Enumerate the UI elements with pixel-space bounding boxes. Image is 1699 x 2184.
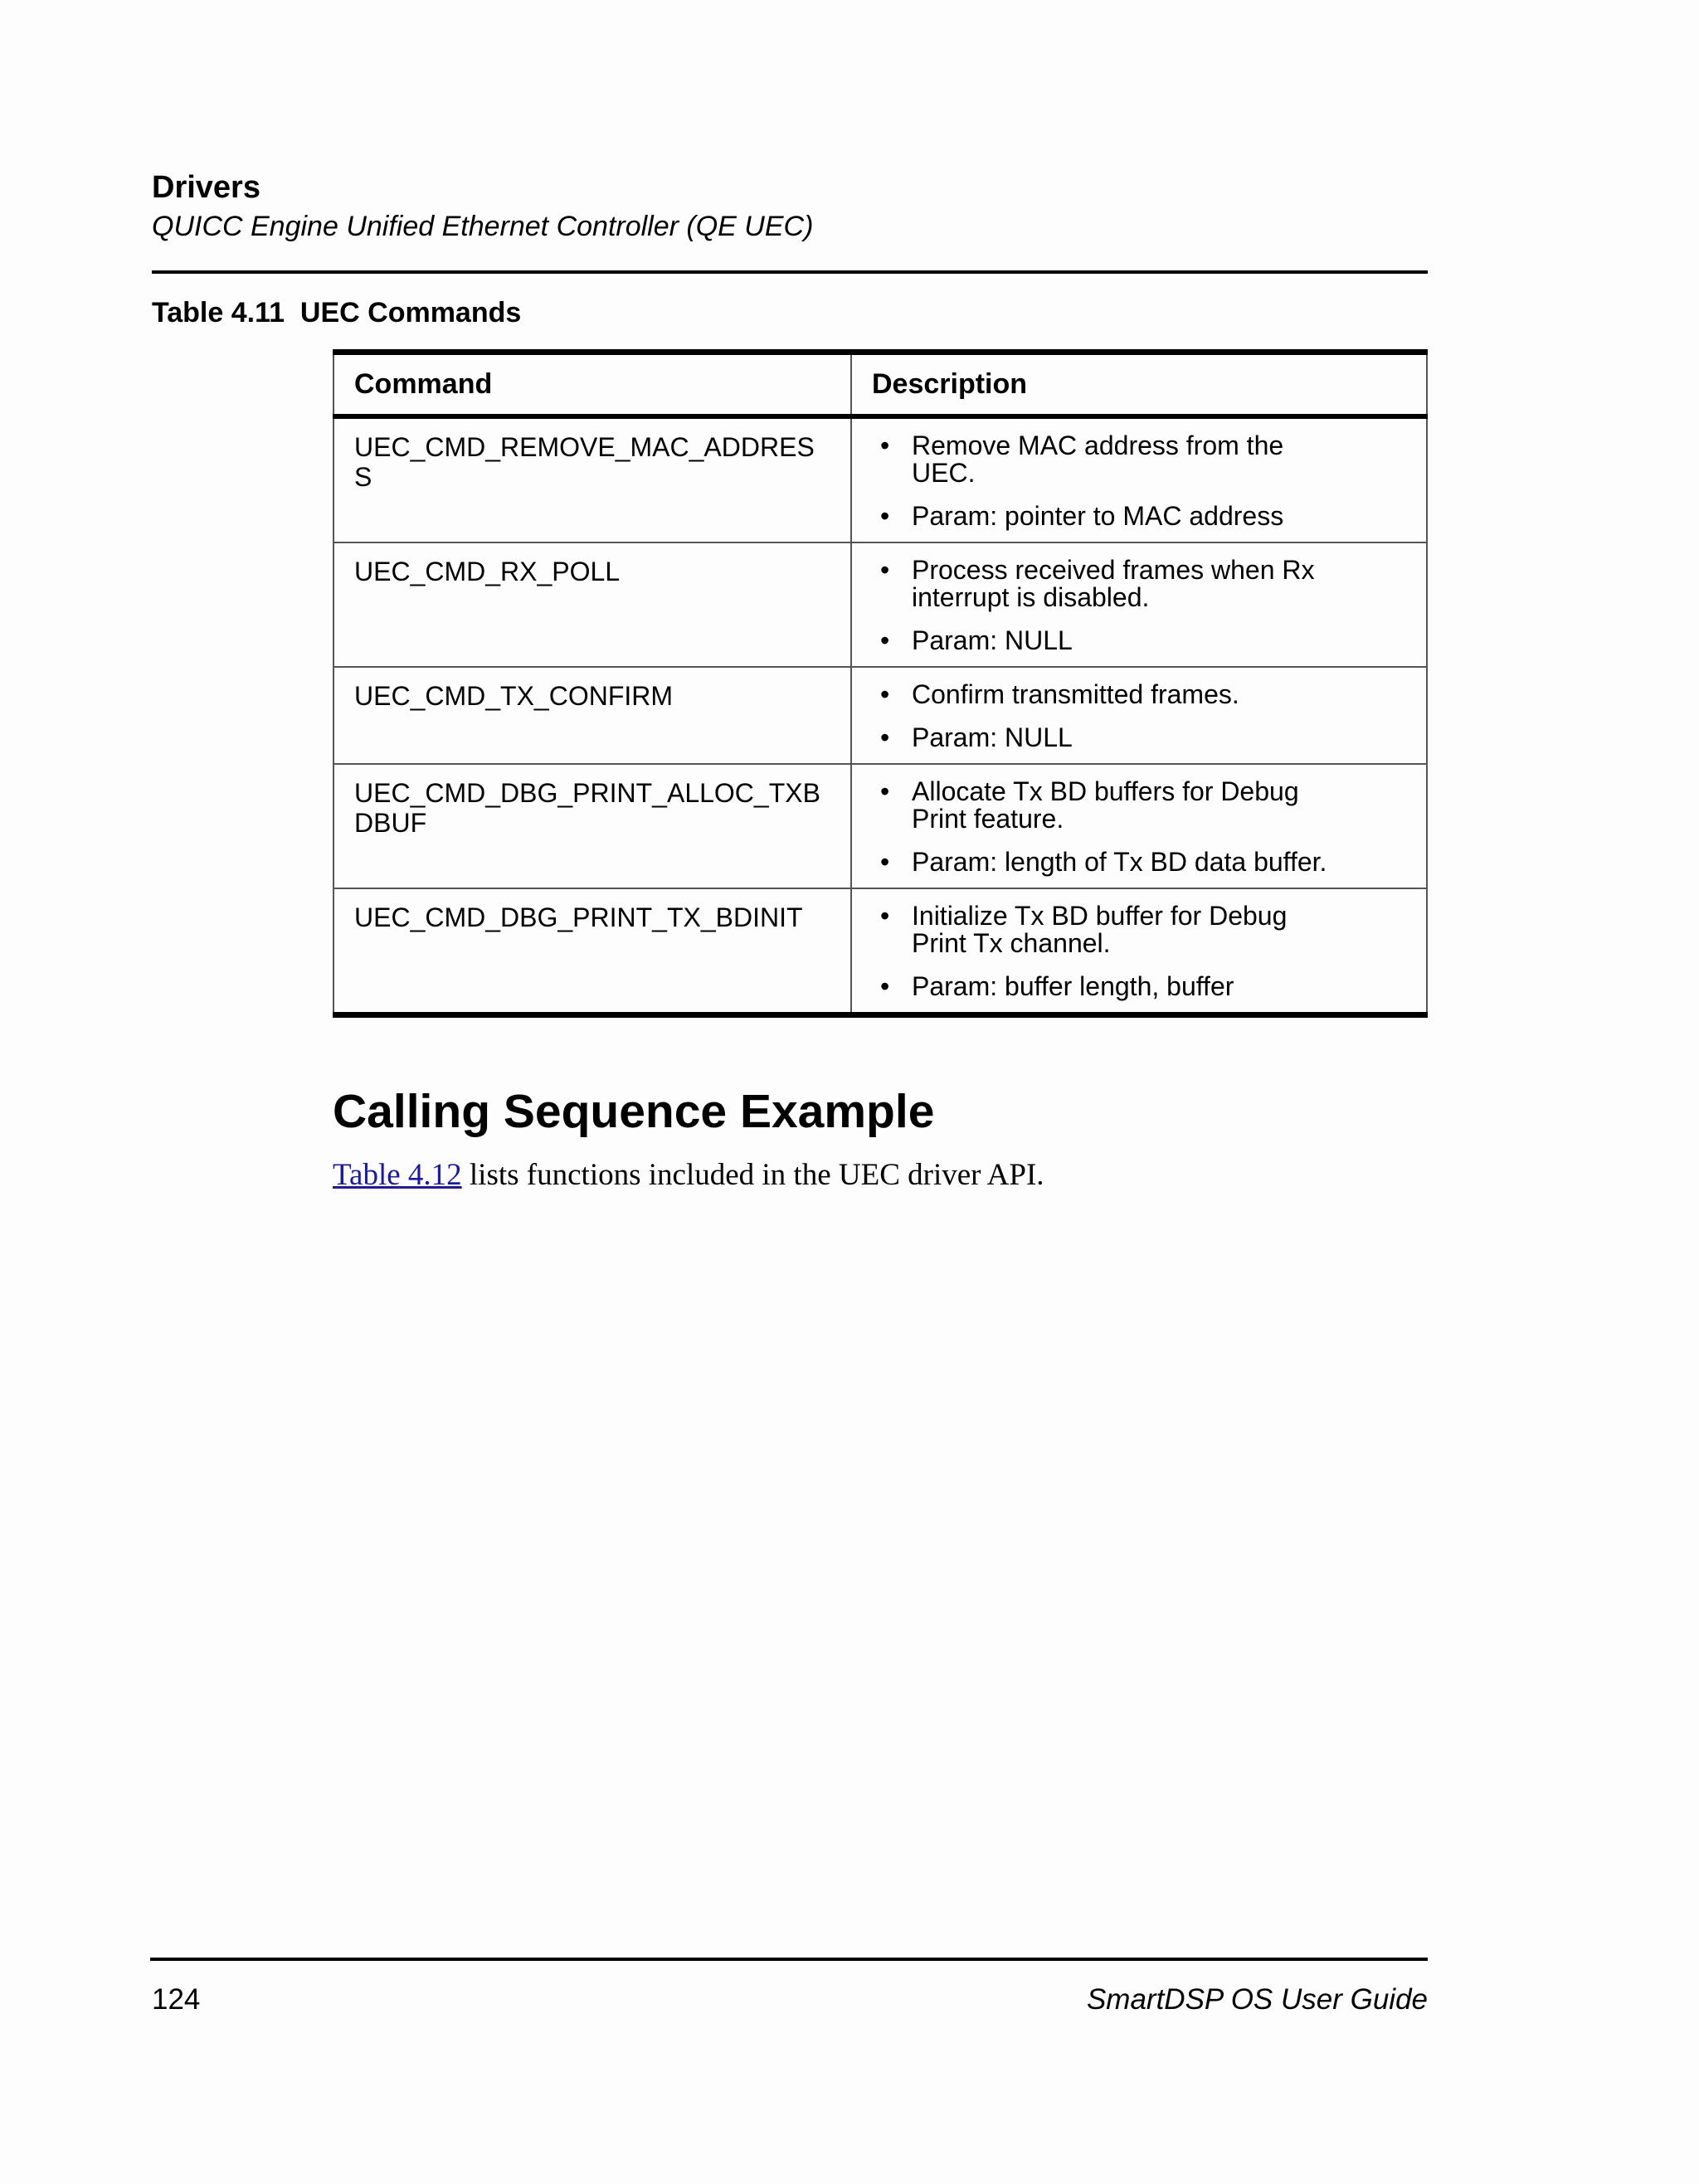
description-cell	[851, 764, 1427, 888]
description-list	[872, 432, 1406, 530]
description-text: Param: NULL	[912, 722, 1073, 752]
table-row	[333, 764, 1427, 888]
command-cell	[333, 542, 851, 667]
section-heading: Calling Sequence Example	[333, 1085, 935, 1138]
description-list	[872, 778, 1406, 876]
description-text: Remove MAC address from the UEC.	[912, 430, 1284, 488]
bullet-icon: •	[880, 971, 890, 1001]
header-divider	[152, 270, 1428, 274]
description-text: Allocate Tx BD buffers for Debug Print feature.	[912, 776, 1299, 834]
description-cell	[851, 888, 1427, 1015]
bullet-icon: •	[880, 625, 890, 655]
description-cell	[851, 667, 1427, 764]
description-item	[872, 902, 1406, 957]
bullet-icon: •	[880, 679, 890, 709]
description-text: Param: length of Tx BD data buffer.	[912, 847, 1327, 877]
description-text: Confirm transmitted frames.	[912, 679, 1239, 709]
bullet-icon: •	[880, 501, 890, 531]
description-text: Initialize Tx BD buffer for Debug Print Tx channel.	[912, 901, 1288, 958]
table-reference-link[interactable]: Table 4.12	[333, 1158, 462, 1192]
command-name: UEC_CMD_TX_CONFIRM	[354, 681, 674, 711]
description-item	[872, 973, 1406, 1000]
document-title: SmartDSP OS User Guide	[1086, 1983, 1428, 2016]
description-text: Param: buffer length, buffer	[912, 971, 1234, 1001]
uec-commands-table	[333, 349, 1428, 1018]
table-caption: Table 4.11 UEC Commands	[152, 297, 522, 328]
description-cell	[851, 416, 1427, 542]
description-item	[872, 724, 1406, 752]
command-cell	[333, 764, 851, 888]
bullet-icon: •	[880, 901, 890, 931]
description-text: Param: NULL	[912, 625, 1073, 655]
bullet-icon: •	[880, 430, 890, 460]
column-header-description: Description	[851, 353, 1427, 417]
description-item	[872, 627, 1406, 654]
table-row	[333, 416, 1427, 542]
chapter-subtitle: QUICC Engine Unified Ethernet Controller (QE UEC)	[152, 211, 814, 242]
description-list	[872, 557, 1406, 654]
table-row	[333, 667, 1427, 764]
bullet-icon: •	[880, 847, 890, 877]
bullet-icon: •	[880, 722, 890, 752]
description-text: Process received frames when Rx interrupt is disabled.	[912, 555, 1315, 612]
bullet-icon: •	[880, 555, 890, 585]
command-cell	[333, 416, 851, 542]
page-number: 124	[152, 1983, 201, 2016]
command-name: UEC_CMD_DBG_PRINT_TX_BDINIT	[354, 902, 803, 932]
description-item	[872, 503, 1406, 530]
command-name: UEC_CMD_REMOVE_MAC_ADDRESS	[354, 432, 815, 492]
description-list	[872, 681, 1406, 752]
body-paragraph	[333, 1157, 1044, 1194]
description-item	[872, 432, 1406, 487]
table-row	[333, 888, 1427, 1015]
description-item	[872, 681, 1406, 708]
description-item	[872, 557, 1406, 611]
column-header-command: Command	[333, 353, 851, 417]
command-name: UEC_CMD_DBG_PRINT_ALLOC_TXBDBUF	[354, 778, 820, 838]
description-cell	[851, 542, 1427, 667]
description-text: Param: pointer to MAC address	[912, 501, 1284, 531]
bullet-icon: •	[880, 776, 890, 806]
command-cell	[333, 667, 851, 764]
table-header-row	[333, 353, 1427, 417]
body-paragraph-text: lists functions included in the UEC driver API.	[461, 1158, 1044, 1192]
table-row	[333, 542, 1427, 667]
description-item	[872, 849, 1406, 876]
description-list	[872, 902, 1406, 1000]
running-header	[152, 168, 813, 245]
description-item	[872, 778, 1406, 833]
command-name: UEC_CMD_RX_POLL	[354, 557, 621, 586]
chapter-title: Drivers	[152, 170, 260, 205]
footer-divider	[150, 1958, 1428, 1961]
command-cell	[333, 888, 851, 1015]
